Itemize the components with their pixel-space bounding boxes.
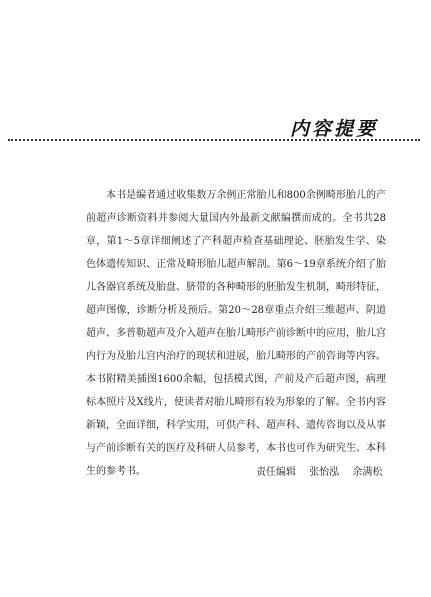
summary-paragraph: 本书是编者通过收集数万余例正常胎儿和800余例畸形胎儿的产前超声诊断资料并参阅大量国内外最新文献编撰而成的。全书共28章，第1～5章详细阐述了产科超声检查基础理论、胚胎发生学、染色体遗传知识、正常及畸形胎儿超声解剖。第6～19章系统介绍了胎儿各器官系统及胎盘、脐带的各种畸形的胚胎发生机制，畸形特征，超声图像，诊断分析及预后。第20～28章重点介绍三维超声、阴道超声、多普勒超声及介入超声在胎儿畸形产前诊断中的应用，胎儿宫内行为及胎儿宫内治疗的现状和进展，胎儿畸形的产前咨询等内容。本书附精美插图1600余幅，包括模式图，产前及产后超声图，病理标本照片及X线片，使读者对胎儿畸形有较为形象的了解。全书内容新颖，全面详细，科学实用，可供产科、超声科、遗传咨询以及从事与产前诊断有关的医疗及科研人员参考，本书也可作为研究生、本科生的参考书。 — [86, 190, 386, 477]
page-title: 内容提要 — [290, 118, 379, 140]
editor-name-2: 余满松 — [352, 467, 383, 478]
editor-name-1: 张怡泓 — [309, 467, 340, 478]
editors-line — [256, 463, 382, 478]
editor-label: 责任编辑 — [256, 467, 296, 478]
title-divider — [8, 139, 420, 141]
